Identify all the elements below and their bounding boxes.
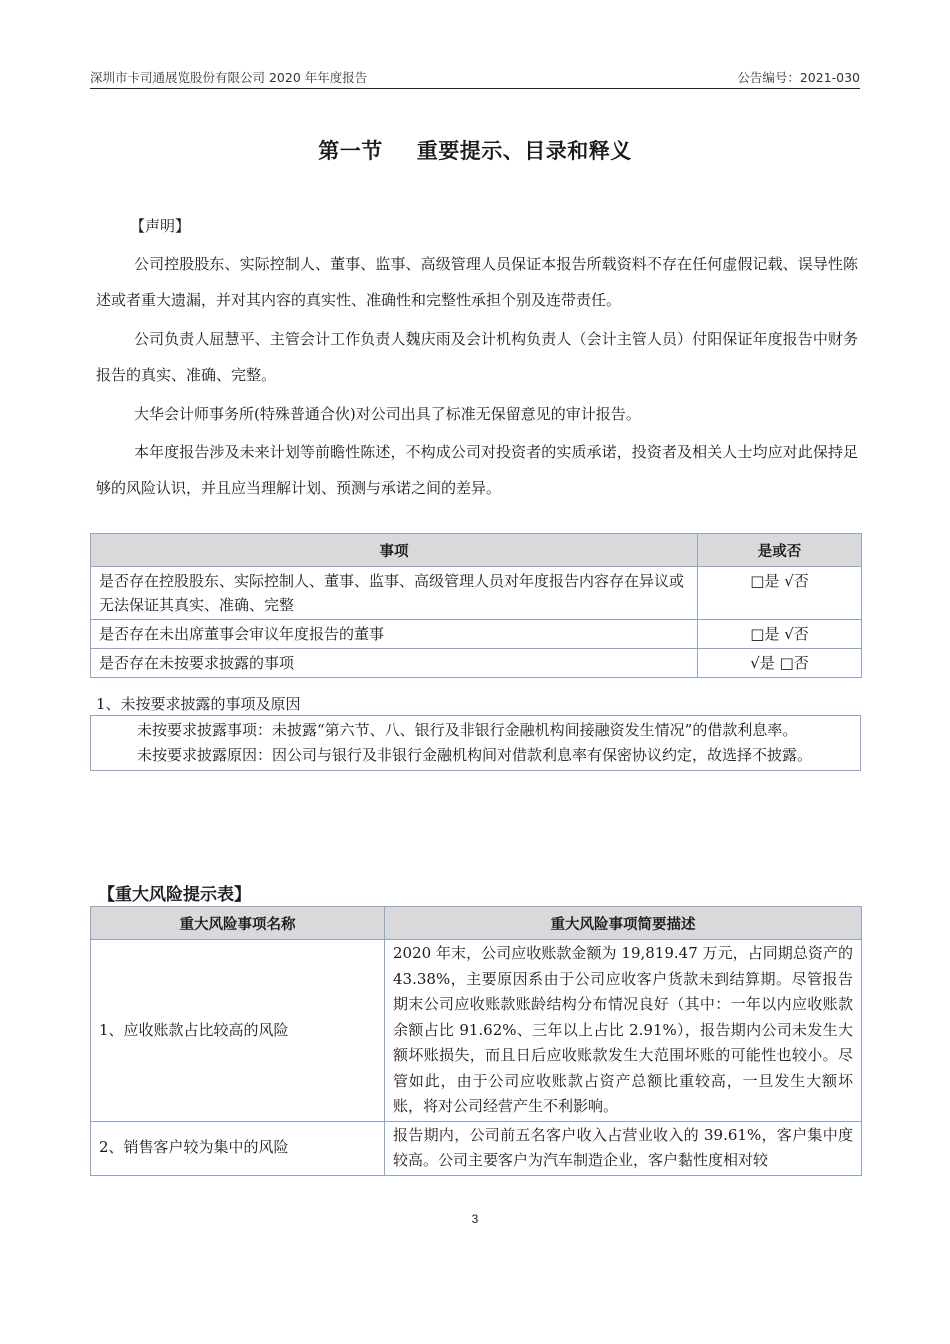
table-header-row: [91, 907, 862, 940]
question-cell: 是否存在控股股东、实际控制人、董事、监事、高级管理人员对年度报告内容存在异议或无法保证其真实、准确、完整: [91, 567, 698, 620]
section-number: 第一节: [318, 139, 383, 163]
risk-table-heading: 【重大风险提示表】: [98, 885, 251, 905]
table-row: [91, 940, 862, 1122]
declaration-paragraph: 本年度报告涉及未来计划等前瞻性陈述，不构成公司对投资者的实质承诺，投资者及相关人士均应对此保持足够的风险认识，并且应当理解计划、预测与承诺之间的差异。: [96, 443, 858, 497]
declaration-heading: 【声明】: [130, 217, 191, 235]
header-announcement-number: 公告编号：2021-030: [737, 70, 860, 85]
table-header-row: [91, 534, 862, 567]
risk-description-cell: 报告期内，公司前五名客户收入占营业收入的 39.61%，客户集中度较高。公司主要客户为汽车制造企业，客户黏性度相对较: [385, 1121, 862, 1175]
column-header-item: 事项: [91, 534, 698, 567]
declaration-paragraph: 公司负责人屈慧平、主管会计工作负责人魏庆雨及会计机构负责人（会计主管人员）付阳保证年度报告中财务报告的真实、准确、完整。: [96, 330, 858, 384]
table-row: [91, 567, 862, 620]
declaration-paragraph: 大华会计师事务所(特殊普通合伙)对公司出具了标准无保留意见的审计报告。: [134, 405, 641, 423]
section-name: 重要提示、目录和释义: [416, 139, 632, 163]
answer-cell: □是 √否: [698, 567, 862, 620]
declaration-paragraph: 公司控股股东、实际控制人、董事、监事、高级管理人员保证本报告所载资料不存在任何虚假记载、误导性陈述或者重大遗漏，并对其内容的真实性、准确性和完整性承担个别及连带责任。: [96, 255, 858, 309]
risk-description-cell: 2020 年末，公司应收账款金额为 19,819.47 万元，占同期总资产的 43.38%，主要原因系由于公司应收客户货款未到结算期。尽管报告期末公司应收账款账龄结构分布情况良好（其中：一年以内应收账款余额占比 91.62%、三年以上占比 2.91%），报告期内公司未发生大额坏账损失，而且日后应收账款发生大范围坏账的可能性也较小。尽管如此，由于公司应收账款占资产总额比重较高，一旦发生大额坏账，将对公司经营产生不利影响。: [385, 940, 862, 1122]
undisclosed-box: [90, 715, 861, 771]
risk-name-cell: 1、应收账款占比较高的风险: [91, 940, 385, 1122]
answer-cell: √是 □否: [698, 649, 862, 678]
page-header: [90, 66, 860, 89]
column-header-yes-no: 是或否: [698, 534, 862, 567]
undisclosed-heading: 1、未按要求披露的事项及原因: [96, 695, 301, 713]
answer-cell: □是 √否: [698, 620, 862, 649]
risk-name-cell: 2、销售客户较为集中的风险: [91, 1121, 385, 1175]
question-cell: 是否存在未出席董事会审议年度报告的董事: [91, 620, 698, 649]
header-company-report: 深圳市卡司通展览股份有限公司 2020 年年度报告: [90, 70, 368, 85]
risk-table: [90, 906, 862, 1176]
undisclosed-item: 未按要求披露事项：未披露“第六节、八、银行及非银行金融机构间接融资发生情况”的借款利息率。: [137, 721, 798, 739]
page-number: 3: [471, 1212, 479, 1226]
declaration-question-table: [90, 533, 862, 678]
section-title: [0, 135, 950, 165]
table-row: [91, 649, 862, 678]
undisclosed-reason: 未按要求披露原因：因公司与银行及非银行金融机构间对借款利息率有保密协议约定，故选择不披露。: [137, 746, 813, 764]
table-row: [91, 1121, 862, 1175]
column-header-risk-name: 重大风险事项名称: [91, 907, 385, 940]
table-row: [91, 620, 862, 649]
column-header-risk-description: 重大风险事项简要描述: [385, 907, 862, 940]
question-cell: 是否存在未按要求披露的事项: [91, 649, 698, 678]
